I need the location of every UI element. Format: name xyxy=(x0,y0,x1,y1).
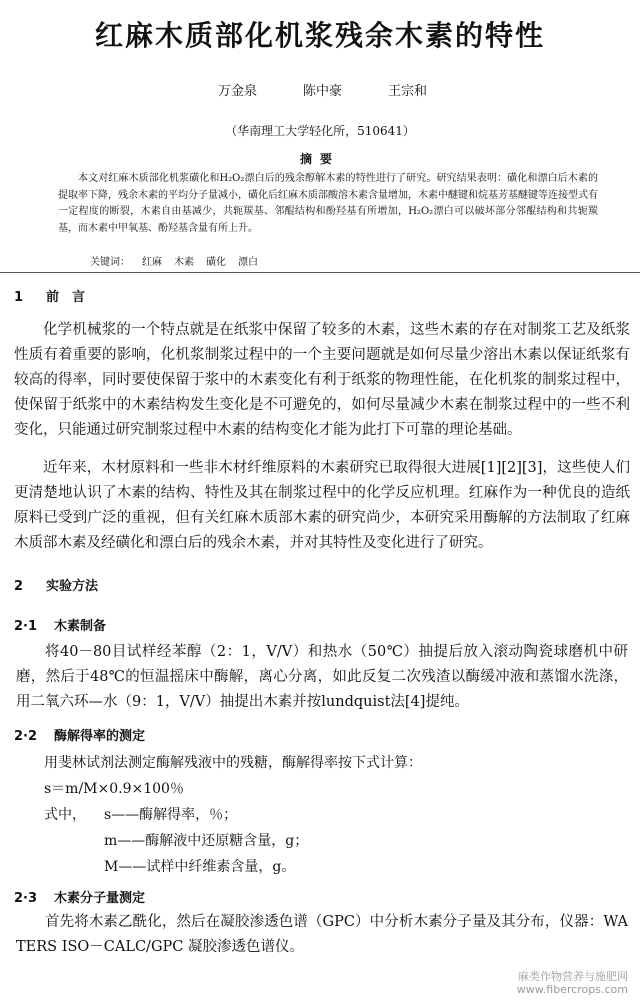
author-2: 陈中豪 xyxy=(303,84,343,99)
keyword: 红麻 xyxy=(142,257,162,268)
keywords xyxy=(90,253,590,268)
molecular-weight-paragraph: 首先将木素乙酰化，然后在凝胶渗透色谱（GPC）中分析木素分子量及其分布，仪器：WATERS ISO－CALC/GPC 凝胶渗透色谱仪。 xyxy=(16,914,628,955)
divider xyxy=(0,272,640,273)
subsection-number: 2·2 xyxy=(14,729,38,744)
author-1: 万金泉 xyxy=(218,84,258,99)
subsection-title: 酶解得率的测定 xyxy=(54,729,146,744)
paper-title: 红麻木质部化机浆残余木素的特性 xyxy=(94,19,545,52)
author-3: 王宗和 xyxy=(388,84,428,99)
section-number: 1 xyxy=(14,290,24,305)
yield-formula: s＝m/M×0.9×100％ xyxy=(44,781,184,797)
watermark-line-2: www.fibercrops.com xyxy=(516,983,628,996)
subsection-heading-2-1 xyxy=(14,615,106,634)
keyword: 漂白 xyxy=(238,257,258,268)
subsection-number: 2·1 xyxy=(14,619,38,634)
subsection-heading-2-2 xyxy=(14,725,145,744)
definition-m: m——酶解液中还原糖含量，g； xyxy=(104,833,309,849)
section-heading-intro xyxy=(14,286,85,305)
where-label: 式中， xyxy=(44,807,86,823)
watermark xyxy=(517,970,628,996)
section-number: 2 xyxy=(14,579,24,594)
section-heading-methods xyxy=(14,575,98,594)
subsection-title: 木素制备 xyxy=(54,619,107,634)
abstract-text: 本文对红麻木质部化机浆磺化和H₂O₂漂白后的残余醇解木素的特性进行了研究。研究结果表明：磺化和漂白后木素的提取率下降，残余木素的平均分子量减小，磺化后红麻木质部酸溶木素含量增加，木素中醚键和烷基芳基醚键等连接型式有一定程度的断裂，木素自由基减少，共轭羰基、邻醌结构和酚羟基有所增加，H₂O₂漂白可以破坏部分邻醌结构和共轭羰基，而木素中甲氧基、酚羟基含量有所上升。 xyxy=(58,173,598,234)
subsection-heading-2-3 xyxy=(14,887,145,906)
yield-intro: 用斐林试剂法测定酶解残液中的残糖，酶解得率按下式计算： xyxy=(44,755,422,771)
intro-paragraph-1: 化学机械浆的一个特点就是在纸浆中保留了较多的木素，这些木素的存在对制浆工艺及纸浆性质有着重要的影响，化机浆制浆过程中的一个主要问题就是如何尽量少溶出木素以保证纸浆有较高的得率，同时要使保留于浆中的木素变化有利于纸浆的物理性能，在化机浆的制浆过程中，使保留于纸浆中的木素结构发生变化是不可避免的，如何尽量减少木素在制浆过程中的一些不利变化，只能通过研究制浆过程中木素的结构变化才能为此打下可靠的理论基础。 xyxy=(14,322,630,438)
affiliation: （华南理工大学轻化所，510641） xyxy=(225,124,415,138)
subsection-title: 木素分子量测定 xyxy=(54,891,146,906)
section-title: 实验方法 xyxy=(46,579,99,594)
watermark-line-1: 麻类作物营养与施肥网 xyxy=(518,970,628,983)
intro-paragraph-2: 近年来，木材原料和一些非木材纤维原料的木素研究已取得很大进展[1][2][3]，这些使人们更清楚地认识了木素的结构、特性及其在制浆过程中的化学反应机理。红麻作为一种优良的造纸原料已受到广泛的重视，但有关红麻木质部木素的研究尚少，本研究采用酶解的方法制取了红麻木质部木素及经磺化和漂白后的残余木素，并对其特性及变化进行了研究。 xyxy=(14,460,630,551)
definition-s: s——酶解得率，％； xyxy=(104,807,238,823)
keyword: 磺化 xyxy=(206,257,226,268)
definition-M: M——试样中纤维素含量，g。 xyxy=(104,859,296,875)
author-list xyxy=(218,80,518,99)
subsection-number: 2·3 xyxy=(14,891,38,906)
keyword: 木素 xyxy=(174,257,194,268)
keywords-label: 关键词： xyxy=(90,257,130,268)
lignin-prep-paragraph: 将40－80目试样经苯醇（2：1，V/V）和热水（50℃）抽提后放入滚动陶瓷球磨机中研磨，然后于48℃的恒温摇床中酶解，离心分离，如此反复二次残渣以酶缓冲液和蒸馏水洗涤，用二氧六环—水（9：1，V/V）抽提出木素并按lundquist法[4]提纯。 xyxy=(16,644,628,710)
abstract-heading: 摘要 xyxy=(299,152,340,166)
section-title: 前 言 xyxy=(46,290,86,305)
